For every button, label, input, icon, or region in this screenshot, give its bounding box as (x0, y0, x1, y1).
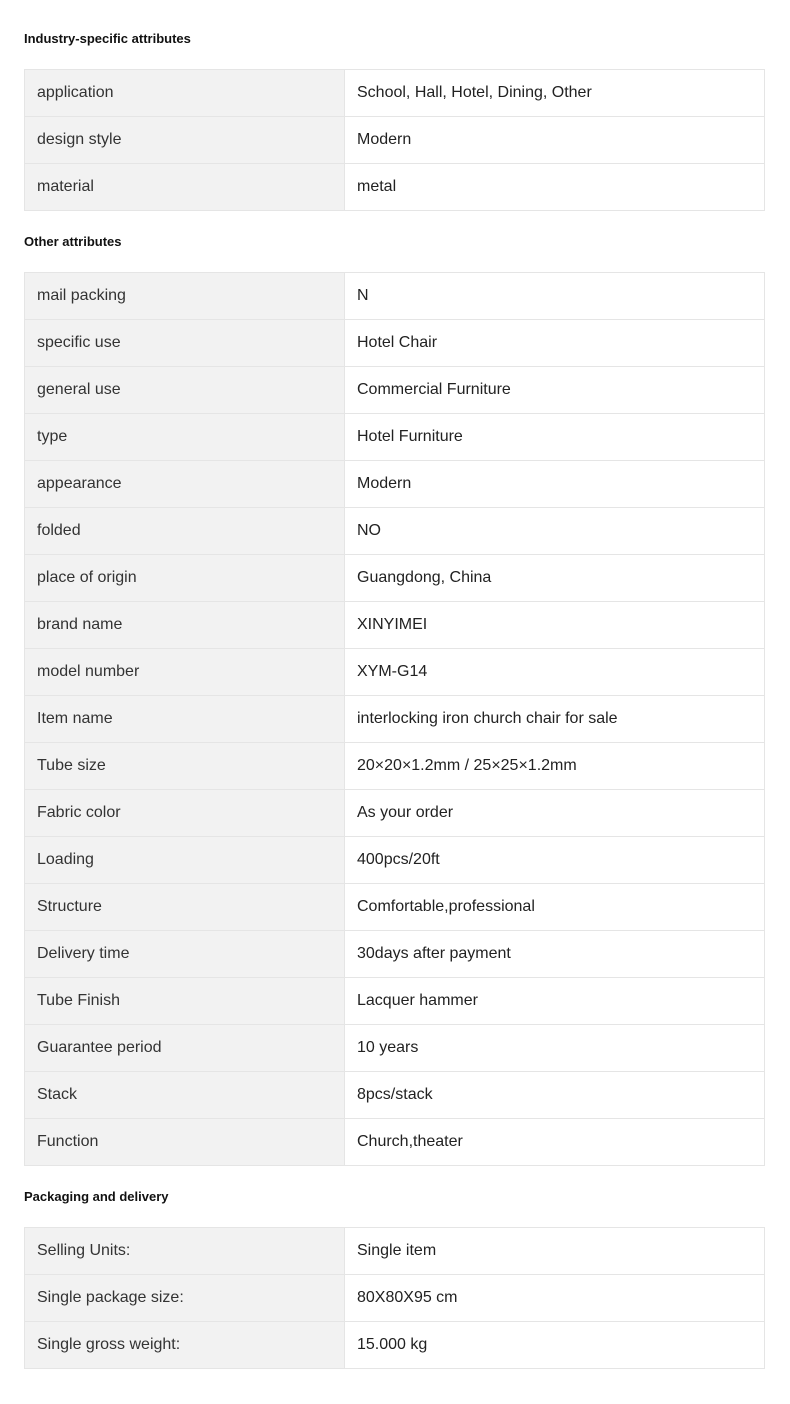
table-row (25, 1275, 765, 1322)
attribute-key: model number (25, 649, 345, 696)
table-row (25, 414, 765, 461)
table-row (25, 164, 765, 211)
table-row (25, 931, 765, 978)
attribute-value: XYM-G14 (345, 649, 765, 696)
table-row (25, 743, 765, 790)
attribute-key: Fabric color (25, 790, 345, 837)
attribute-key: appearance (25, 461, 345, 508)
attribute-value: 30days after payment (345, 931, 765, 978)
attribute-value: 20×20×1.2mm / 25×25×1.2mm (345, 743, 765, 790)
attribute-key: Single gross weight: (25, 1322, 345, 1369)
attribute-key: brand name (25, 602, 345, 649)
attribute-key: Function (25, 1119, 345, 1166)
attribute-key: type (25, 414, 345, 461)
section-title-packaging-delivery: Packaging and delivery (24, 1189, 169, 1204)
attribute-key: material (25, 164, 345, 211)
attribute-key: Structure (25, 884, 345, 931)
attribute-key: Item name (25, 696, 345, 743)
attribute-value: XINYIMEI (345, 602, 765, 649)
attribute-value: interlocking iron church chair for sale (345, 696, 765, 743)
attribute-value: 10 years (345, 1025, 765, 1072)
attribute-value: As your order (345, 790, 765, 837)
table-row (25, 978, 765, 1025)
table-row (25, 70, 765, 117)
table-row (25, 320, 765, 367)
attribute-key: application (25, 70, 345, 117)
attribute-value: Commercial Furniture (345, 367, 765, 414)
table-row (25, 790, 765, 837)
attribute-value: N (345, 273, 765, 320)
attribute-value: Hotel Chair (345, 320, 765, 367)
attribute-key: place of origin (25, 555, 345, 602)
other-attributes-table (24, 272, 765, 1166)
attribute-value: School, Hall, Hotel, Dining, Other (345, 70, 765, 117)
packaging-delivery-table (24, 1227, 765, 1369)
table-row (25, 1228, 765, 1275)
attribute-value: Comfortable,professional (345, 884, 765, 931)
attribute-key: folded (25, 508, 345, 555)
table-row (25, 1119, 765, 1166)
attribute-key: Single package size: (25, 1275, 345, 1322)
attribute-value: 400pcs/20ft (345, 837, 765, 884)
section-title-other-attributes: Other attributes (24, 234, 122, 249)
attribute-key: general use (25, 367, 345, 414)
attribute-value: NO (345, 508, 765, 555)
table-row (25, 1025, 765, 1072)
attribute-value: Modern (345, 117, 765, 164)
attribute-value: 15.000 kg (345, 1322, 765, 1369)
attribute-value: 80X80X95 cm (345, 1275, 765, 1322)
table-row (25, 555, 765, 602)
table-row (25, 696, 765, 743)
attribute-key: Guarantee period (25, 1025, 345, 1072)
attribute-key: Tube Finish (25, 978, 345, 1025)
attribute-value: Single item (345, 1228, 765, 1275)
attribute-key: specific use (25, 320, 345, 367)
attribute-value: Hotel Furniture (345, 414, 765, 461)
attribute-value: metal (345, 164, 765, 211)
attribute-value: 8pcs/stack (345, 1072, 765, 1119)
attribute-value: Church,theater (345, 1119, 765, 1166)
table-row (25, 461, 765, 508)
section-title-industry-specific: Industry-specific attributes (24, 31, 191, 46)
table-row (25, 273, 765, 320)
attribute-value: Lacquer hammer (345, 978, 765, 1025)
table-row (25, 649, 765, 696)
table-row (25, 117, 765, 164)
table-row (25, 884, 765, 931)
industry-attributes-table (24, 69, 765, 211)
attribute-key: Delivery time (25, 931, 345, 978)
table-row (25, 508, 765, 555)
table-row (25, 1322, 765, 1369)
attribute-key: mail packing (25, 273, 345, 320)
attribute-value: Modern (345, 461, 765, 508)
attribute-value: Guangdong, China (345, 555, 765, 602)
table-row (25, 367, 765, 414)
attribute-key: design style (25, 117, 345, 164)
table-row (25, 602, 765, 649)
attribute-key: Stack (25, 1072, 345, 1119)
table-row (25, 1072, 765, 1119)
attribute-key: Selling Units: (25, 1228, 345, 1275)
attribute-key: Tube size (25, 743, 345, 790)
table-row (25, 837, 765, 884)
attribute-key: Loading (25, 837, 345, 884)
